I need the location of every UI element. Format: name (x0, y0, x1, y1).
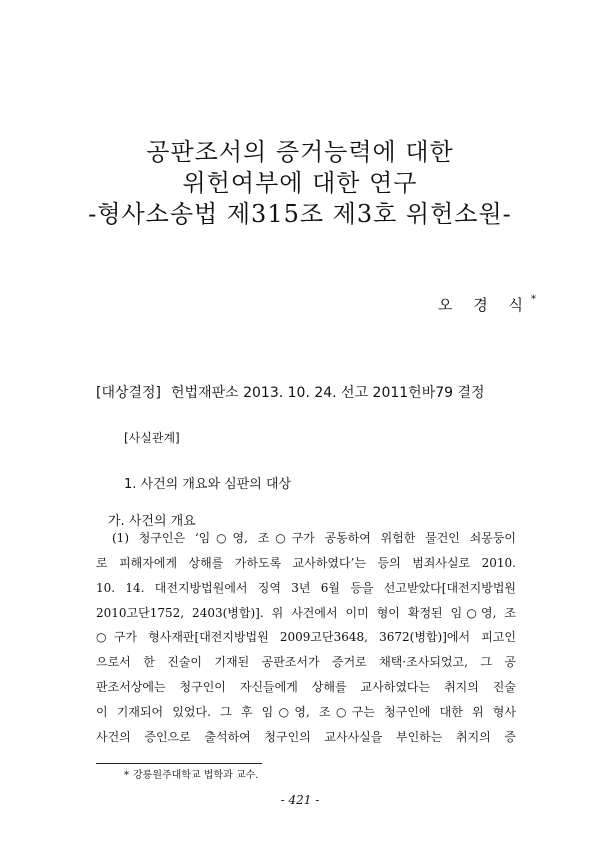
subsection-heading: 가. 사건의 개요 (108, 514, 196, 529)
paragraph-line: ○구가 형사재판[대전지방법원 2009고단3648, 3672(병합)]에서 피고인 (96, 630, 516, 644)
target-decision-label: [대상결정] (96, 385, 162, 401)
footnote-text: 강릉원주대학교 법학과 교수. (133, 770, 259, 781)
title-subtitle: -형사소송법 제315조 제3호 위헌소원- (88, 200, 512, 228)
footnote (124, 766, 258, 781)
section-heading: 1. 사건의 개요와 심판의 대상 (124, 477, 292, 492)
paragraph-line: 로 피해자에게 상해를 가하도록 교사하였다’는 등의 범죄사실로 2010. (96, 556, 516, 570)
paragraph-line: 으로서 한 진술이 기재된 공판조서가 증거로 채택·조사되었고, 그 공 (96, 655, 516, 669)
title-line-2: 위헌여부에 대한 연구 (182, 169, 418, 197)
paragraph-line: 10. 14. 대전지방법원에서 징역 3년 6월 등을 선고받았다[대전지방법원 (96, 581, 516, 595)
footnote-divider (96, 763, 262, 764)
title-line-1: 공판조서의 증거능력에 대한 (146, 138, 454, 166)
author (438, 294, 536, 315)
target-decision-text: 헌법재판소 2013. 10. 24. 선고 2011헌바79 결정 (171, 385, 485, 401)
author-footnote-mark: * (531, 294, 536, 305)
paragraph-line: 사건의 증인으로 출석하여 청구인의 교사사실을 부인하는 취지의 증 (96, 730, 516, 744)
paragraph-line: 2010고단1752, 2403(병합)]. 위 사건에서 이미 형이 확정된 임○영, 조 (96, 606, 516, 620)
page-number: - 421 - (280, 793, 320, 807)
paragraph-line: (1) 청구인은 ‘임○영, 조○구가 공동하여 위험한 물건인 쇠몽둥이 (112, 531, 516, 545)
author-name: 오 경 식 (437, 296, 531, 314)
target-decision (96, 382, 485, 402)
footnote-mark: * (124, 770, 129, 781)
facts-heading: [사실관계] (124, 431, 180, 445)
paragraph-line: 이 기재되어 있었다. 그 후 임○영, 조○구는 청구인에 대한 위 형사 (96, 705, 516, 719)
paragraph-line: 판조서상에는 청구인이 자신들에게 상해를 교사하였다는 취지의 진술 (96, 680, 516, 694)
